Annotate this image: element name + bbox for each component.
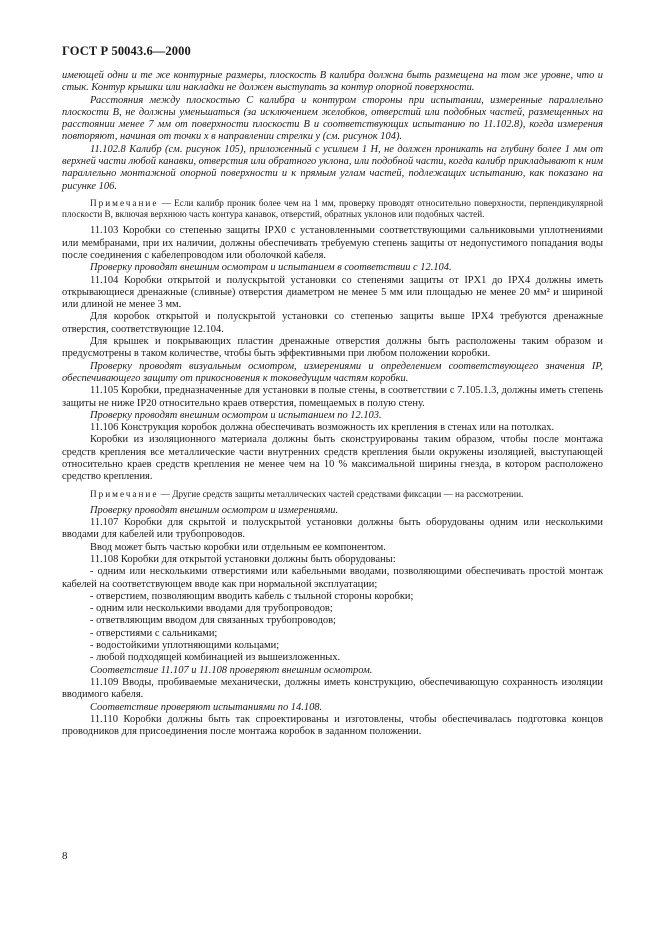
list-item: - отверстиями с сальниками; xyxy=(90,627,218,639)
paragraph: Для коробок открытой и полускрытой установки со степенью защиты выше IPX4 требуются дренажные отверстия, соответствующие 12.104. xyxy=(62,311,603,335)
paragraph: 11.109 Вводы, пробиваемые механически, должны иметь конструкцию, обеспечивающую сохранность изоляции вводимого кабеля. xyxy=(62,676,603,701)
paragraph: Проверку проводят внешним осмотром и испытанием по 12.103. xyxy=(90,409,382,421)
paragraph: 11.108 Коробки для открытой установки должны быть оборудованы: xyxy=(90,554,396,565)
paragraph: 11.107 Коробки для скрытой и полускрытой установки должны быть оборудованы одним или несколькими вводами для кабелей или трубопроводов. xyxy=(62,517,603,541)
paragraph: 11.106 Конструкция коробок должна обеспечивать возможность их крепления в стенах или на потолках. xyxy=(90,422,555,434)
paragraph: Проверку проводят внешним осмотром и испытанием в соответствии с 12.104. xyxy=(90,262,452,274)
list-item: - одним или несколькими вводами для трубопроводов; xyxy=(90,603,333,615)
list-item: - одним или несколькими отверстиями или кабельными вводами, позволяющими обеспечивать простой монтаж кабелей на соответствующем вводе как при нормальной эксплуатации; xyxy=(62,566,603,590)
note-text: — Если калибр проник более чем на 1 мм, проверку проводят относительно поверхности, перпендикулярной плоскости В, включая верхнюю часть контура канавок, отверстий, обратных уклонов или подобных частей. xyxy=(62,197,603,220)
paragraph: 11.103 Коробки со степенью защиты IPX0 с установленными соответствующими сальниковыми уплотнениями или мембранами, при их наличии, должны обеспечивать требуемую степень защиты от недопустимого попадания воды после соединения с кабелепроводом или оболочкой кабеля. xyxy=(62,225,603,261)
paragraph: Соответствие проверяют испытаниями по 14.108. xyxy=(90,701,323,713)
paragraph: Ввод может быть частью коробки или отдельным ее компонентом. xyxy=(90,541,386,553)
document-header: ГОСТ Р 50043.6—2000 xyxy=(62,44,191,58)
paragraph: Расстояния между плоскостью С калибра и контуром стороны при испытании, измеренные параллельно плоскости В, не должны уменьшаться (за исключением желобков, отверстий или подобных частей, размещенных на расстоянии менее 7 мм от поверхности плоскости В и соответствующих испытанию по 11.102.8), когда измерения повторяют, начиная от точки х в направлении стрелки у (см. рисунок 104). xyxy=(62,94,603,143)
page-number: 8 xyxy=(62,850,68,862)
list-item: - водостойкими уплотняющими кольцами; xyxy=(90,640,280,652)
note-label: Примечание xyxy=(90,488,159,499)
paragraph: имеющей одни и те же контурные размеры, плоскость В калибра должна быть размещена на том же уровне, что и стык. Контур крышки или накладки не должен выступать за контур опорной поверхности. xyxy=(62,70,603,94)
paragraph: Коробки из изоляционного материала должны быть сконструированы таким образом, чтобы после монтажа средств крепления все металлические части внутренних средств крепления были окружены изоляцией, выступающей относительно краев средств крепления не менее чем на 10 % максимальной ширины гнезда, в котором расположено средство крепления. xyxy=(62,434,603,483)
paragraph: 11.104 Коробки открытой и полускрытой установки со степенями защиты от IPX1 до IPX4 должны иметь открывающиеся дренажные (сливные) отверстия диаметром не менее 5 мм или площадью не менее 20 мм² и шириной или длиной не менее 3 мм. xyxy=(62,274,603,311)
paragraph: Проверку проводят внешним осмотром и измерениями. xyxy=(90,504,339,516)
paragraph: 11.102.8 Калибр (см. рисунок 105), приложенный с усилием 1 Н, не должен проникать на глубину более 1 мм от верхней части любой канавки, отверстия или обратного уклона, или подобной части, когда калибр прикладывают к ним параллельно монтажной опорной поверхности и к прямым углам частей, подлежащих испытанию, как показано на рисунке 106. xyxy=(62,143,603,192)
note-text: — Другие средств защиты металлических частей средствами фиксации — на рассмотрении. xyxy=(158,488,524,499)
list-item: - любой подходящей комбинацией из вышеизложенных. xyxy=(90,652,341,664)
paragraph: 11.110 Коробки должны быть так спроектированы и изготовлены, чтобы обеспечивалась подготовка концов проводников для присоединения после монтажа коробок в заданном положении. xyxy=(62,713,603,738)
paragraph: Для крышек и покрывающих пластин дренажные отверстия должны быть расположены таким образом и предусмотрены в таком количестве, чтобы быть эффективными при любом положении коробки. xyxy=(62,336,603,360)
paragraph: 11.105 Коробки, предназначенные для установки в полые стены, в соответствии с 7.105.1.3, должны иметь степень защиты не ниже IP20 относительно краев отверстия, помещаемых в полую стену. xyxy=(62,385,603,409)
list-item: - ответвляющим вводом для связанных трубопроводов; xyxy=(90,615,336,627)
paragraph: Проверку проводят визуальным осмотром, измерениями и определением соответствующего значения IP, обеспечивающего защиту от прикосновения к токоведущим частям коробки. xyxy=(62,360,603,384)
note xyxy=(62,198,603,220)
document-body xyxy=(62,70,603,738)
paragraph: Соответствие 11.107 и 11.108 проверяют внешним осмотром. xyxy=(90,664,373,676)
note xyxy=(62,489,603,500)
note-label: Примечание xyxy=(90,197,159,208)
list-item: - отверстием, позволяющим вводить кабель с тыльной стороны коробки; xyxy=(90,590,414,602)
